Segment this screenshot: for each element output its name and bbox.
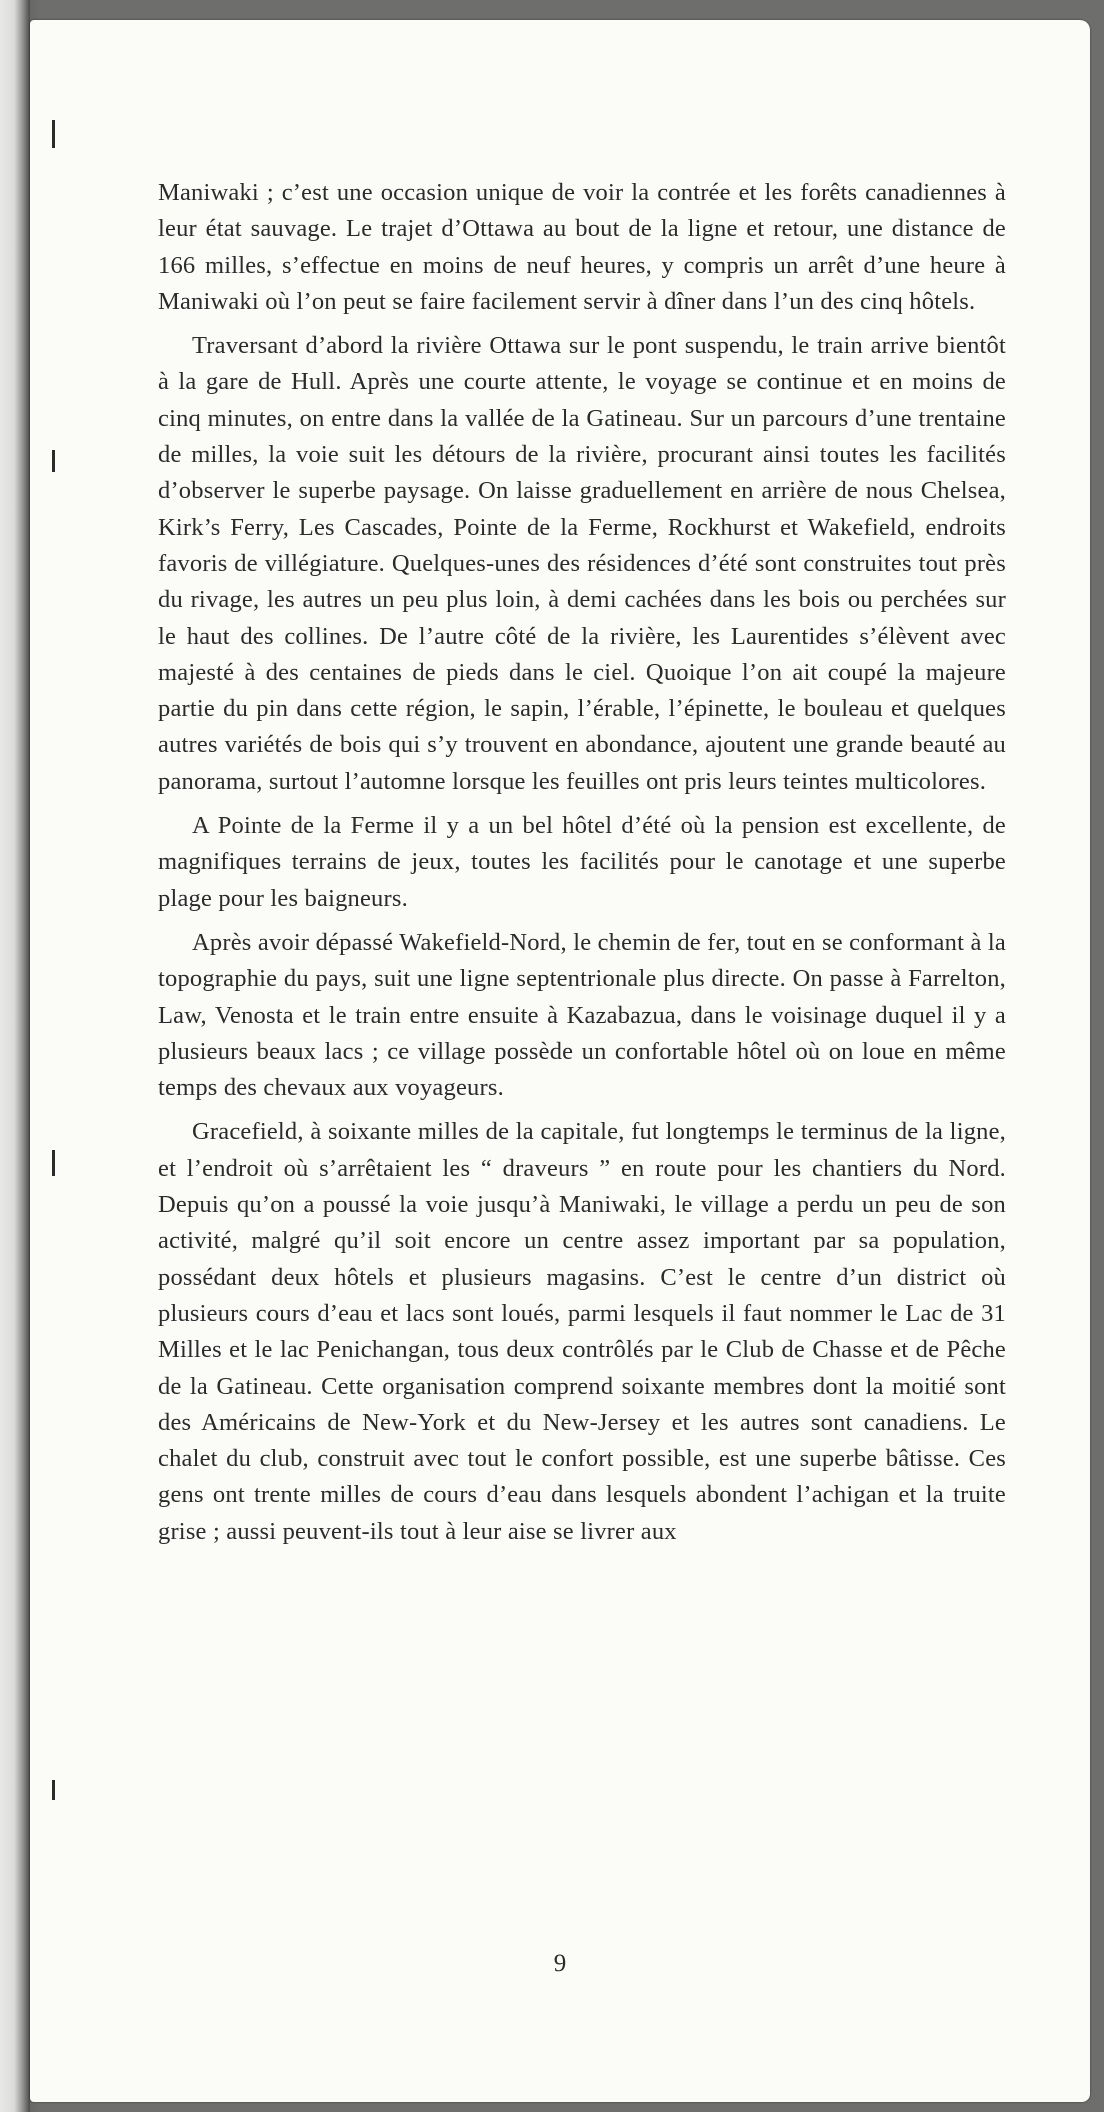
book-spine bbox=[0, 0, 30, 2112]
page-number: 9 bbox=[553, 1950, 567, 1977]
paragraph-pointe-de-la-ferme: A Pointe de la Ferme il y a un bel hôtel d’été où la pension est excellente, de magnifiques terrains de jeux, toutes les facilités pour le canotage et une superbe plage pour les baigneurs. bbox=[158, 812, 1006, 912]
book-page bbox=[30, 20, 1090, 2102]
paragraph-hull-gatineau: Traversant d’abord la rivière Ottawa sur le pont suspendu, le train arrive bientôt à la gare de Hull. Après une courte attente, le voyage se continue et en moins de cinq minutes, on entre dans la vallée de la Gatineau. Sur un parcours d’une trentaine de milles, la voie suit les détours de la rivière, procurant ainsi toutes les facilités d’observer le superbe paysage. On laisse graduellement en arrière de nous Chelsea, Kirk’s Ferry, Les Cascades, Pointe de la Ferme, Rockhurst et Wakefield, endroits favoris de villégiature. Quelques-unes des résidences d’été sont construites tout près du rivage, les autres un peu plus loin, à demi cachées dans les bois ou perchées sur le haut des collines. De l’autre côté de la rivière, les Laurentides s’élèvent avec majesté à des centaines de pieds dans le ciel. Quoique l’on ait coupé la majeure partie du pin dans cette région, le sapin, l’érable, l’épinette, le bouleau et quelques autres variétés de bois qui s’y trouvent en abondance, ajoutent une grande beauté au panorama, surtout l’automne lorsque les feuilles ont pris leurs teintes multicolores. bbox=[158, 332, 1006, 795]
paragraph-gracefield: Gracefield, à soixante milles de la capitale, fut longtemps le terminus de la ligne, et l’endroit où s’arrêtaient les “ draveurs ” en route pour les chantiers du Nord. Depuis qu’on a poussé la voie jusqu’à Maniwaki, le village a perdu un peu de son activité, malgré qu’il soit encore un centre assez important par sa population, possédant deux hôtels et plusieurs magasins. C’est le centre d’un district où plusieurs cours d’eau et lacs sont loués, parmi lesquels il faut nommer le Lac de 31 Milles et le lac Penichangan, tous deux contrôlés par le Club de Chasse et de Pêche de la Gatineau. Cette organisation comprend soixante membres dont la moitié sont des Américains de New-York et du New-Jersey et les autres sont canadiens. Le chalet du club, construit avec tout le confort possible, est une superbe bâtisse. Ces gens ont trente milles de cours d’eau dans lesquels abondent l’achigan et la truite grise ; aussi peuvent-ils tout à leur aise se livrer aux bbox=[158, 1118, 1006, 1545]
body-text bbox=[158, 175, 1006, 1558]
paragraph-continuation: Maniwaki ; c’est une occasion unique de voir la contrée et les forêts canadiennes à leur état sauvage. Le trajet d’Ottawa au bout de la ligne et retour, une distance de 166 milles, s’effectue en moins de neuf heures, y compris un arrêt d’une heure à Maniwaki où l’on peut se faire facilement servir à dîner dans l’un des cinq hôtels. bbox=[158, 179, 1006, 315]
paragraph-wakefield-nord: Après avoir dépassé Wakefield-Nord, le chemin de fer, tout en se conformant à la topographie du pays, suit une ligne septentrionale plus directe. On passe à Farrelton, Law, Venosta et le train entre ensuite à Kazabazua, dans le voisinage duquel il y a plusieurs beaux lacs ; ce village possède un confortable hôtel où on loue en même temps des chevaux aux voyageurs. bbox=[158, 928, 1006, 1102]
